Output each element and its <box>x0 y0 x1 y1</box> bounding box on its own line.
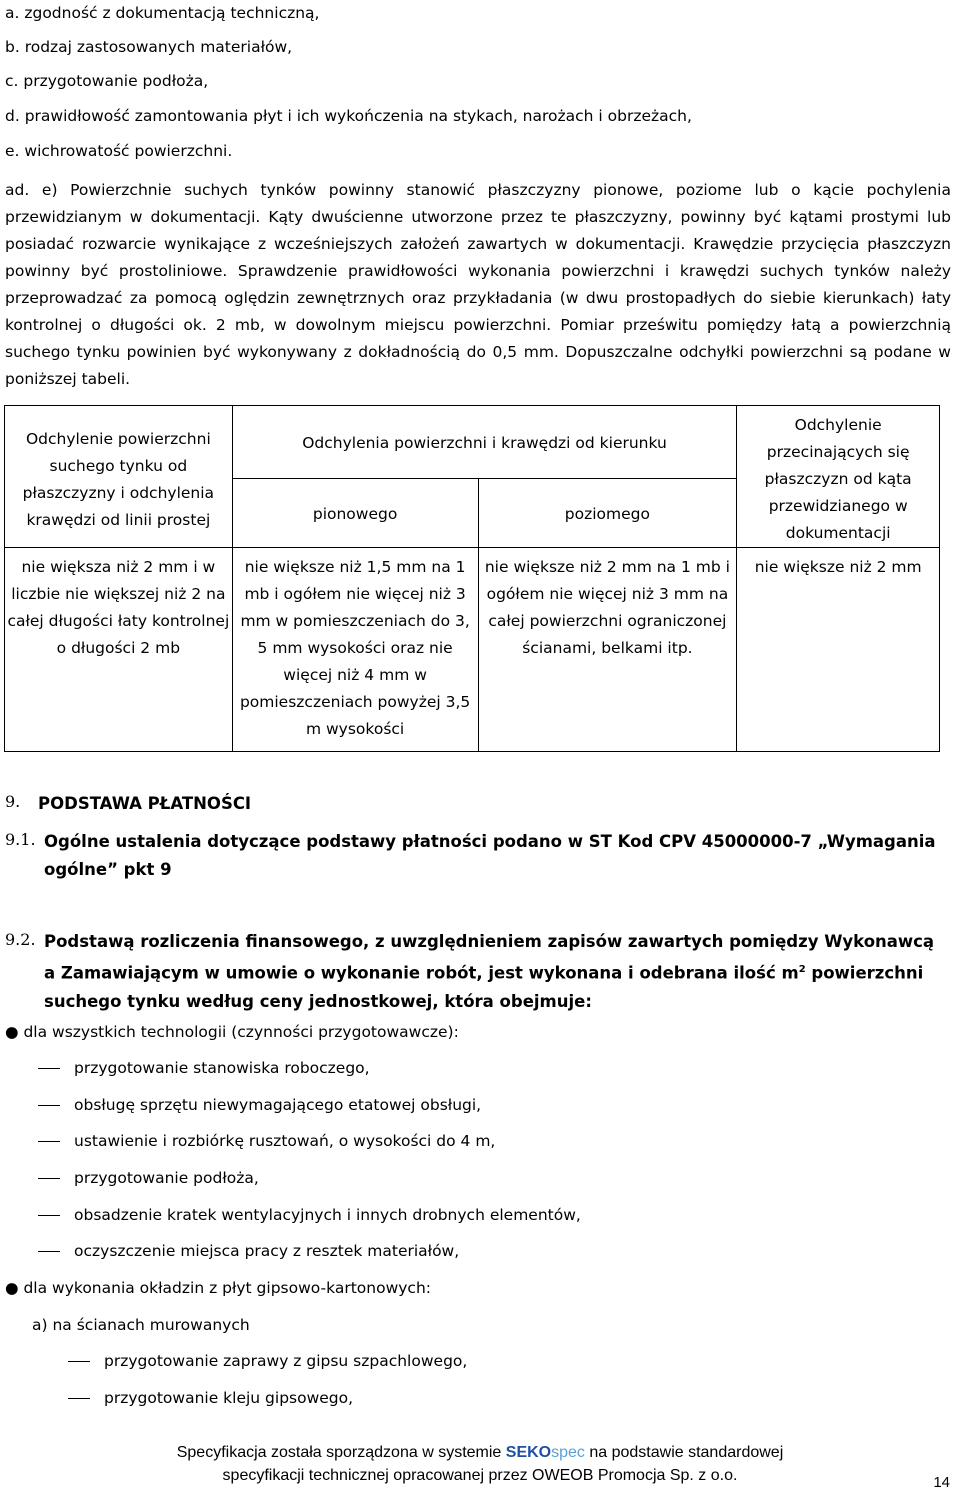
dash-item-7: przygotowanie zaprawy z gipsu szpachlowego, <box>68 1352 467 1370</box>
footer <box>0 1441 960 1487</box>
dash-icon <box>38 1178 60 1179</box>
bullet-icon: ● <box>5 1023 19 1041</box>
dash-item-1: przygotowanie stanowiska roboczego, <box>38 1059 370 1077</box>
bullet-icon: ● <box>5 1279 19 1297</box>
table-cell-surface: nie większa niż 2 mm i w liczbie nie większej niż 2 na całej długości łaty kontrolnej o długości 2 mb <box>5 548 233 752</box>
dash-icon <box>68 1398 90 1399</box>
section-title: PODSTAWA PŁATNOŚCI <box>38 794 252 813</box>
dash-item-6: oczyszczenie miejsca pracy z resztek materiałów, <box>38 1242 459 1260</box>
brand-logo-seko: SEKO <box>505 1444 552 1461</box>
dash-item-4: przygotowanie podłoża, <box>38 1169 259 1187</box>
table-header-angle: Odchylenie przecinających się płaszczyzn od kąta przewidzianego w dokumentacji <box>737 406 940 548</box>
table-header-direction: Odchylenia powierzchni i krawędzi od kierunku <box>232 406 737 479</box>
bullet-item-technologies: ● dla wszystkich technologii (czynności przygotowawcze): <box>5 1023 459 1041</box>
dash-icon <box>38 1215 60 1216</box>
list-item-c: c. przygotowanie podłoża, <box>5 72 209 90</box>
table-cell-angle: nie większe niż 2 mm <box>737 548 940 752</box>
table-header-vertical: pionowego <box>232 479 478 548</box>
dash-icon <box>38 1251 60 1252</box>
deviation-table <box>4 405 940 752</box>
dash-icon <box>38 1068 60 1069</box>
subsection-91-number: 9.1. <box>5 830 36 849</box>
table-cell-horizontal: nie większe niż 2 mm na 1 mb i ogółem nie więcej niż 3 mm na całej powierzchni ograniczonej ścianami, belkami itp. <box>478 548 737 752</box>
dash-item-8: przygotowanie kleju gipsowego, <box>68 1389 353 1407</box>
sub-item-a: a) na ścianach murowanych <box>32 1316 250 1334</box>
list-item-b: b. rodzaj zastosowanych materiałów, <box>5 38 293 56</box>
dash-icon <box>68 1361 90 1362</box>
dash-item-5: obsadzenie kratek wentylacyjnych i innych drobnych elementów, <box>38 1206 581 1224</box>
dash-icon <box>38 1105 60 1106</box>
brand-logo-spec: spec <box>551 1444 585 1461</box>
table-header-horizontal: poziomego <box>478 479 737 548</box>
subsection-92-number: 9.2. <box>5 930 36 949</box>
subsection-91-text: Ogólne ustalenia dotyczące podstawy płatności podano w ST Kod CPV 45000000-7 „Wymagania ogólne” pkt 9 <box>44 832 936 879</box>
subsection-92-text: Podstawą rozliczenia finansowego, z uwzględnieniem zapisów zawartych pomiędzy Wykonawcą a Zamawiającym w umowie o wykonanie robót, jest wykonana i odebrana ilość $m^2$ powierzchni suchego tynku według ceny jednostkowej, która obejmuje: <box>44 932 935 1011</box>
footer-line-2: specyfikacji technicznej opracowanej przez OWEOB Promocja Sp. z o.o. <box>222 1467 738 1484</box>
dash-icon <box>38 1141 60 1142</box>
table-header-surface: Odchylenie powierzchni suchego tynku od płaszczyzny i odchylenia krawędzi od linii prostej <box>5 406 233 548</box>
list-item-d: d. prawidłowość zamontowania płyt i ich wykończenia na stykach, narożach i obrzeżach, <box>5 107 692 125</box>
page-number: 14 <box>933 1474 950 1491</box>
dash-item-2: obsługę sprzętu niewymagającego etatowej obsługi, <box>38 1096 481 1114</box>
list-item-a: a. zgodność z dokumentacją techniczną, <box>5 4 320 22</box>
list-item-e: e. wichrowatość powierzchni. <box>5 142 233 160</box>
dash-item-3: ustawienie i rozbiórkę rusztowań, o wysokości do 4 m, <box>38 1132 495 1150</box>
section-number: 9. <box>5 792 21 811</box>
footer-line-1: Specyfikacja została sporządzona w systemie SEKOspec na podstawie standardowej <box>176 1444 784 1461</box>
table-cell-vertical: nie większe niż 1,5 mm na 1 mb i ogółem nie więcej niż 3 mm w pomieszczeniach do 3, 5 mm wysokości oraz nie więcej niż 4 mm w pomieszczeniach powyżej 3,5 m wysokości <box>232 548 478 752</box>
body-paragraph: ad. e) Powierzchnie suchych tynków powinny stanowić płaszczyzny pionowe, poziome lub o kącie pochylenia przewidzianym w dokumentacji. Kąty dwuścienne utworzone przez te płaszczyzny, powinny być kątami prostymi lub posiadać rozwarcie wynikające z wcześniejszych założeń zawartych w dokumentacji. Krawędzie przycięcia płaszczyzn powinny być prostoliniowe. Sprawdzenie prawidłowości wykonania powierzchni i krawędzi suchych tynków należy przeprowadzać za pomocą oględzin zewnętrznych oraz przykładania (w dwu prostopadłych do siebie kierunkach) łaty kontrolnej o długości ok. 2 mb, w dowolnym miejscu powierzchni. Pomiar prześwitu pomiędzy łatą a powierzchnią suchego tynku powinien być wykonywany z dokładnością do 0,5 mm. Dopuszczalne odchyłki powierzchni są podane w poniższej tabeli. <box>5 181 951 388</box>
bullet-item-plasterboard: ● dla wykonania okładzin z płyt gipsowo-kartonowych: <box>5 1279 431 1297</box>
